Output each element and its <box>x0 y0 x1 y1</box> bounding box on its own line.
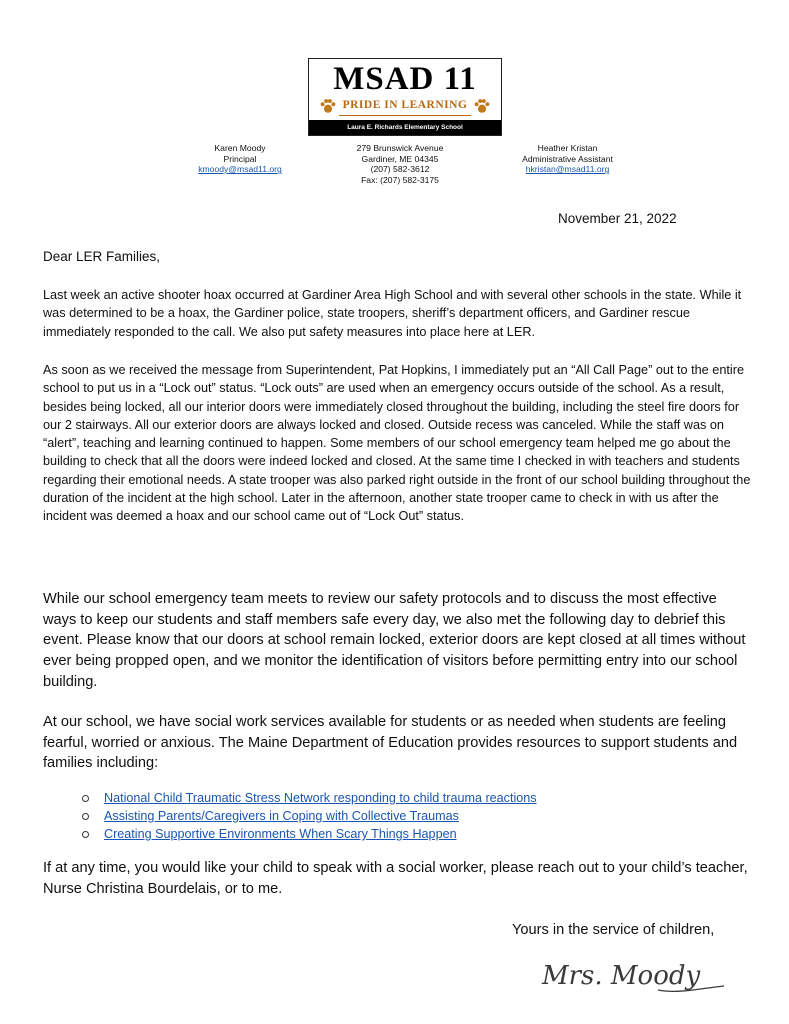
assistant-contact <box>505 143 630 175</box>
paw-icon <box>473 97 491 115</box>
assistant-email-link[interactable]: hkristan@msad11.org <box>525 164 610 175</box>
address-phone: (207) 582-3612 <box>370 164 430 175</box>
principal-title: Principal <box>223 153 257 164</box>
address-fax: Fax: (207) 582-3175 <box>361 174 439 185</box>
resource-link-supportive[interactable]: Creating Supportive Environments When Scary Things Happen <box>104 827 457 841</box>
paragraph-contact-invite: If at any time, you would like your child to speak with a social worker, please reach out to your child’s teacher, Nurse Christina Bourdelais, or to me. <box>43 860 748 897</box>
address-street: 279 Brunswick Avenue <box>356 143 444 153</box>
assistant-title: Administrative Assistant <box>522 153 613 164</box>
paragraph-lockout-details: As soon as we received the message from Superintendent, Pat Hopkins, I immediately put an “All Call Page” out to the entire school to put us in a “Lock out” status. “Lock outs” are used when an emergency occurs outside of the school. As a result, besides being locked, all our interior doors were immediately closed throughout the building, including the steel fire doors for our 2 stairways. All our exterior doors are always locked and closed. Outside recess was canceled. While the staff was on “alert”, teaching and learning continued to happen. Some members of our school emergency team helped me go about the building to check that all the doors were indeed locked and closed. At the same time I checked in with teachers and students regarding their emotional needs. A state trooper was also parked right outside in the front of our school building throughout the duration of the incident at the high school. Later in the afternoon, another state trooper came to check in with us after the incident was deemed a hoax and our school came out of “Lock Out” status. <box>43 363 751 524</box>
resource-links-list <box>80 789 537 843</box>
list-item <box>80 807 537 825</box>
paragraph-hoax-summary: Last week an active shooter hoax occurred at Gardiner Area High School and with several other schools in the state. While it was determined to be a hoax, the Gardiner police, state troopers, sheriff’s department officers, and Gardiner rescue immediately responded to the call. We also put safety measures into place here at LER. <box>43 288 742 339</box>
principal-contact <box>185 143 295 175</box>
resource-link-coping[interactable]: Assisting Parents/Caregivers in Coping with Collective Traumas <box>104 809 459 823</box>
list-item <box>80 789 537 807</box>
school-address <box>340 143 460 185</box>
address-city: Gardiner, ME 04345 <box>361 153 439 164</box>
logo-school-band: Laura E. Richards Elementary School <box>309 120 501 135</box>
signature <box>538 950 728 1000</box>
tagline-underline <box>339 115 471 116</box>
principal-name: Karen Moody <box>214 143 266 153</box>
paragraph-safety-protocols: While our school emergency team meets to review our safety protocols and to discuss the most effective ways to keep our students and staff members safe every day, we also met the following day to debrief this event. Please know that our doors at school remain locked, exterior doors are kept closed at all times without ever being propped open, and we monitor the identification of visitors before permitting entry into our school building. <box>43 591 746 690</box>
msad11-logo <box>308 58 502 136</box>
signature-text: Mrs. Moody <box>542 961 701 991</box>
logo-tagline: PRIDE IN LEARNING <box>342 99 468 111</box>
logo-title: MSAD 11 <box>333 61 477 97</box>
paragraph-social-work: At our school, we have social work services available for students or as needed when students are feeling fearful, worried or anxious. The Maine Department of Education provides resources to support students and families including: <box>43 714 738 772</box>
resource-link-nctsn[interactable]: National Child Traumatic Stress Network responding to child trauma reactions <box>104 791 537 805</box>
assistant-name: Heather Kristan <box>537 143 598 153</box>
salutation: Dear LER Families, <box>43 249 161 264</box>
list-item <box>80 825 537 843</box>
principal-email-link[interactable]: kmoody@msad11.org <box>198 164 282 175</box>
closing: Yours in the service of children, <box>512 922 715 938</box>
letter-date: November 21, 2022 <box>558 211 677 226</box>
